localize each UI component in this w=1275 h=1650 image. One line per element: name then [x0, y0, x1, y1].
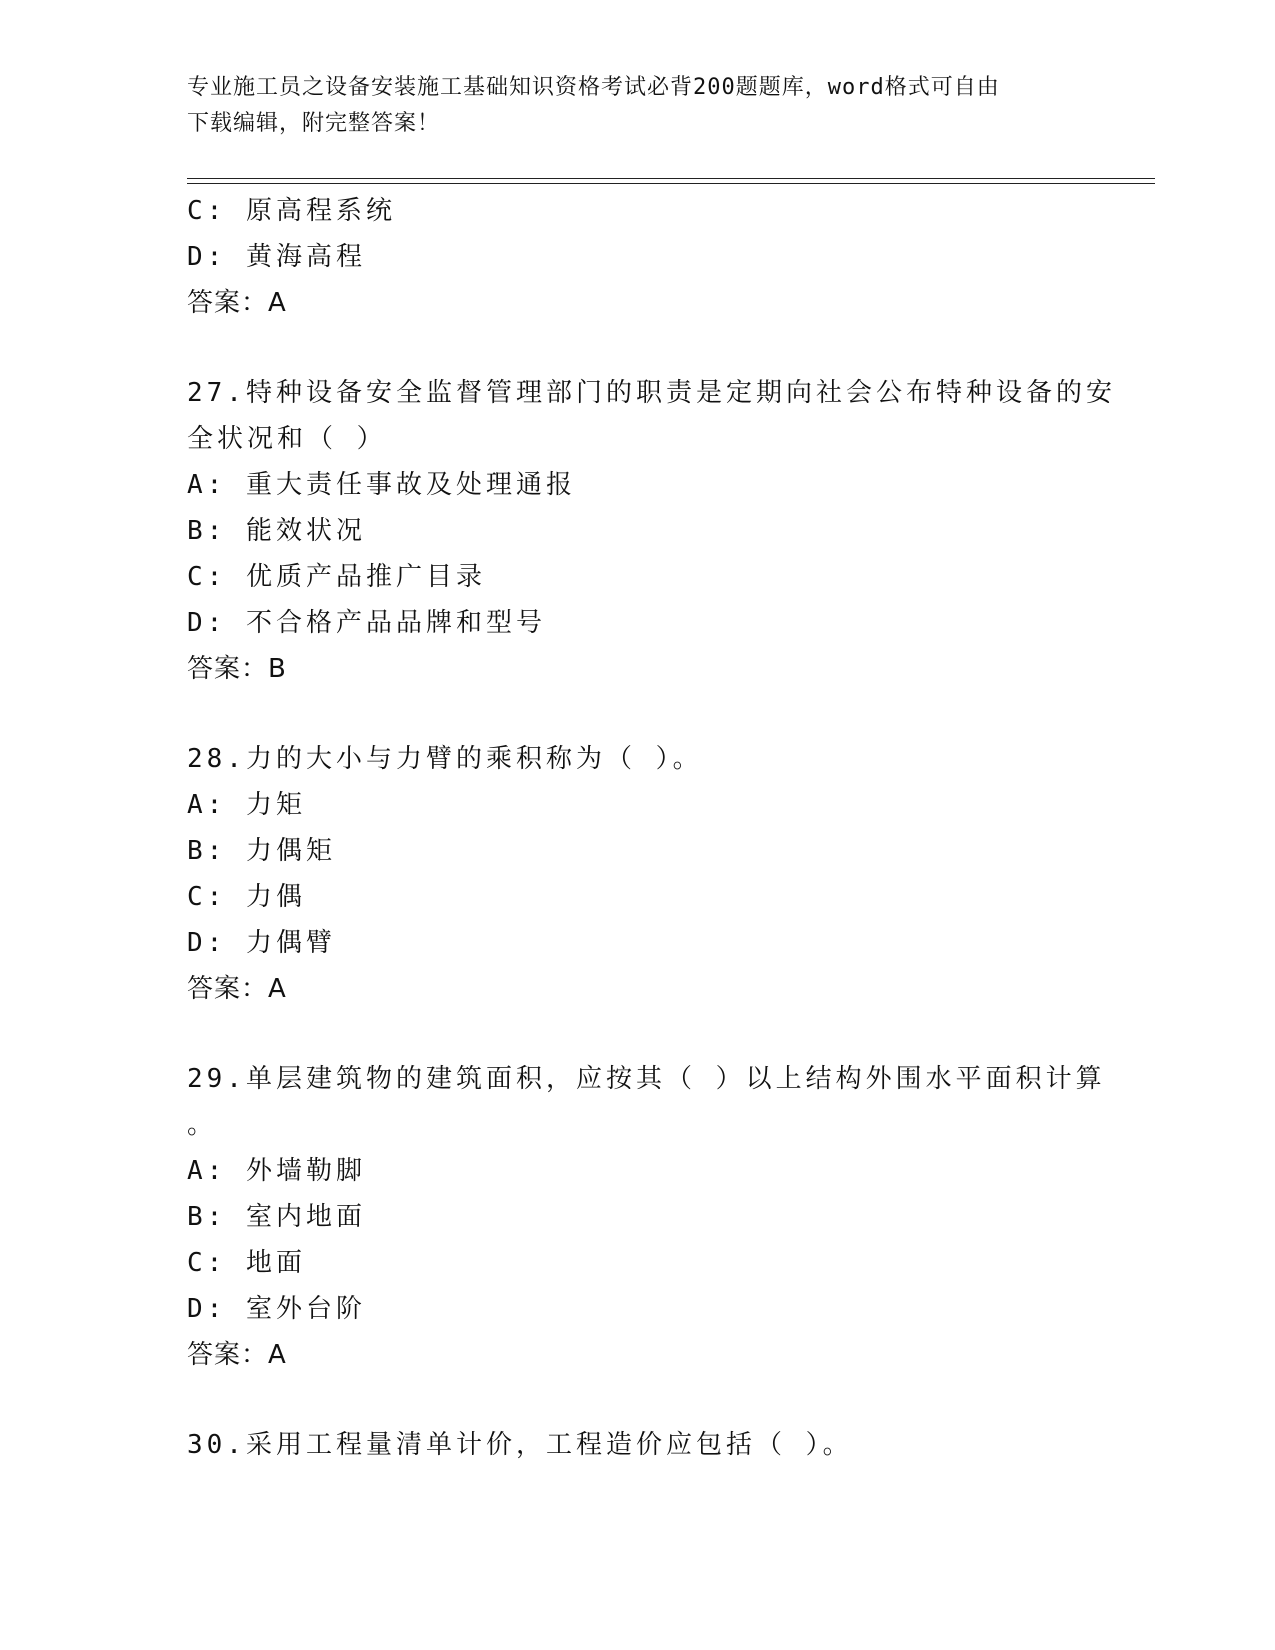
answer-line: 答案：A: [187, 974, 287, 1004]
question-30: [187, 1422, 1087, 1468]
question-stem-line: 。: [187, 1110, 218, 1140]
option-c: C: 优质产品推广目录: [187, 562, 486, 592]
option-c: C: 地面: [187, 1248, 306, 1278]
option-a: A: 外墙勒脚: [187, 1156, 366, 1186]
answer-line: 答案：B: [187, 654, 287, 684]
header-line-1: 专业施工员之设备安装施工基础知识资格考试必背200题题库，word格式可自由: [187, 75, 1000, 100]
option-d: D: 力偶臂: [187, 928, 336, 958]
header-rule-top: [187, 178, 1155, 179]
answer-line: 答案：A: [187, 288, 287, 318]
question-29: [187, 1056, 1106, 1378]
option-d: D: 室外台阶: [187, 1294, 366, 1324]
question-stem-line: 30.采用工程量清单计价，工程造价应包括（ ）。: [187, 1430, 853, 1460]
option-a: A: 力矩: [187, 790, 306, 820]
header-line-2: 下载编辑，附完整答案！: [187, 111, 441, 136]
option-b: B: 能效状况: [187, 516, 366, 546]
answer-line: 答案：A: [187, 1340, 287, 1370]
option-a: A: 重大责任事故及处理通报: [187, 470, 576, 500]
question-stem-line: 全状况和（ ）: [187, 424, 387, 454]
question-stem-line: 28.力的大小与力臂的乘积称为（ ）。: [187, 744, 703, 774]
option-b: B: 力偶矩: [187, 836, 336, 866]
header-rule-bottom: [187, 183, 1155, 184]
question-stem-line: 27.特种设备安全监督管理部门的职责是定期向社会公布特种设备的安: [187, 378, 1116, 408]
question-28: [187, 736, 1087, 1012]
question-27: [187, 370, 1116, 692]
document-header: [187, 70, 1067, 142]
option-d: D: 黄海高程: [187, 242, 366, 272]
option-c: C: 力偶: [187, 882, 306, 912]
option-b: B: 室内地面: [187, 1202, 366, 1232]
question-stem-line: 29.单层建筑物的建筑面积，应按其（ ）以上结构外围水平面积计算: [187, 1064, 1106, 1094]
option-c: C: 原高程系统: [187, 196, 396, 226]
question-26-continued: [187, 188, 1087, 326]
question-list: [187, 188, 1116, 1468]
option-d: D: 不合格产品品牌和型号: [187, 608, 546, 638]
